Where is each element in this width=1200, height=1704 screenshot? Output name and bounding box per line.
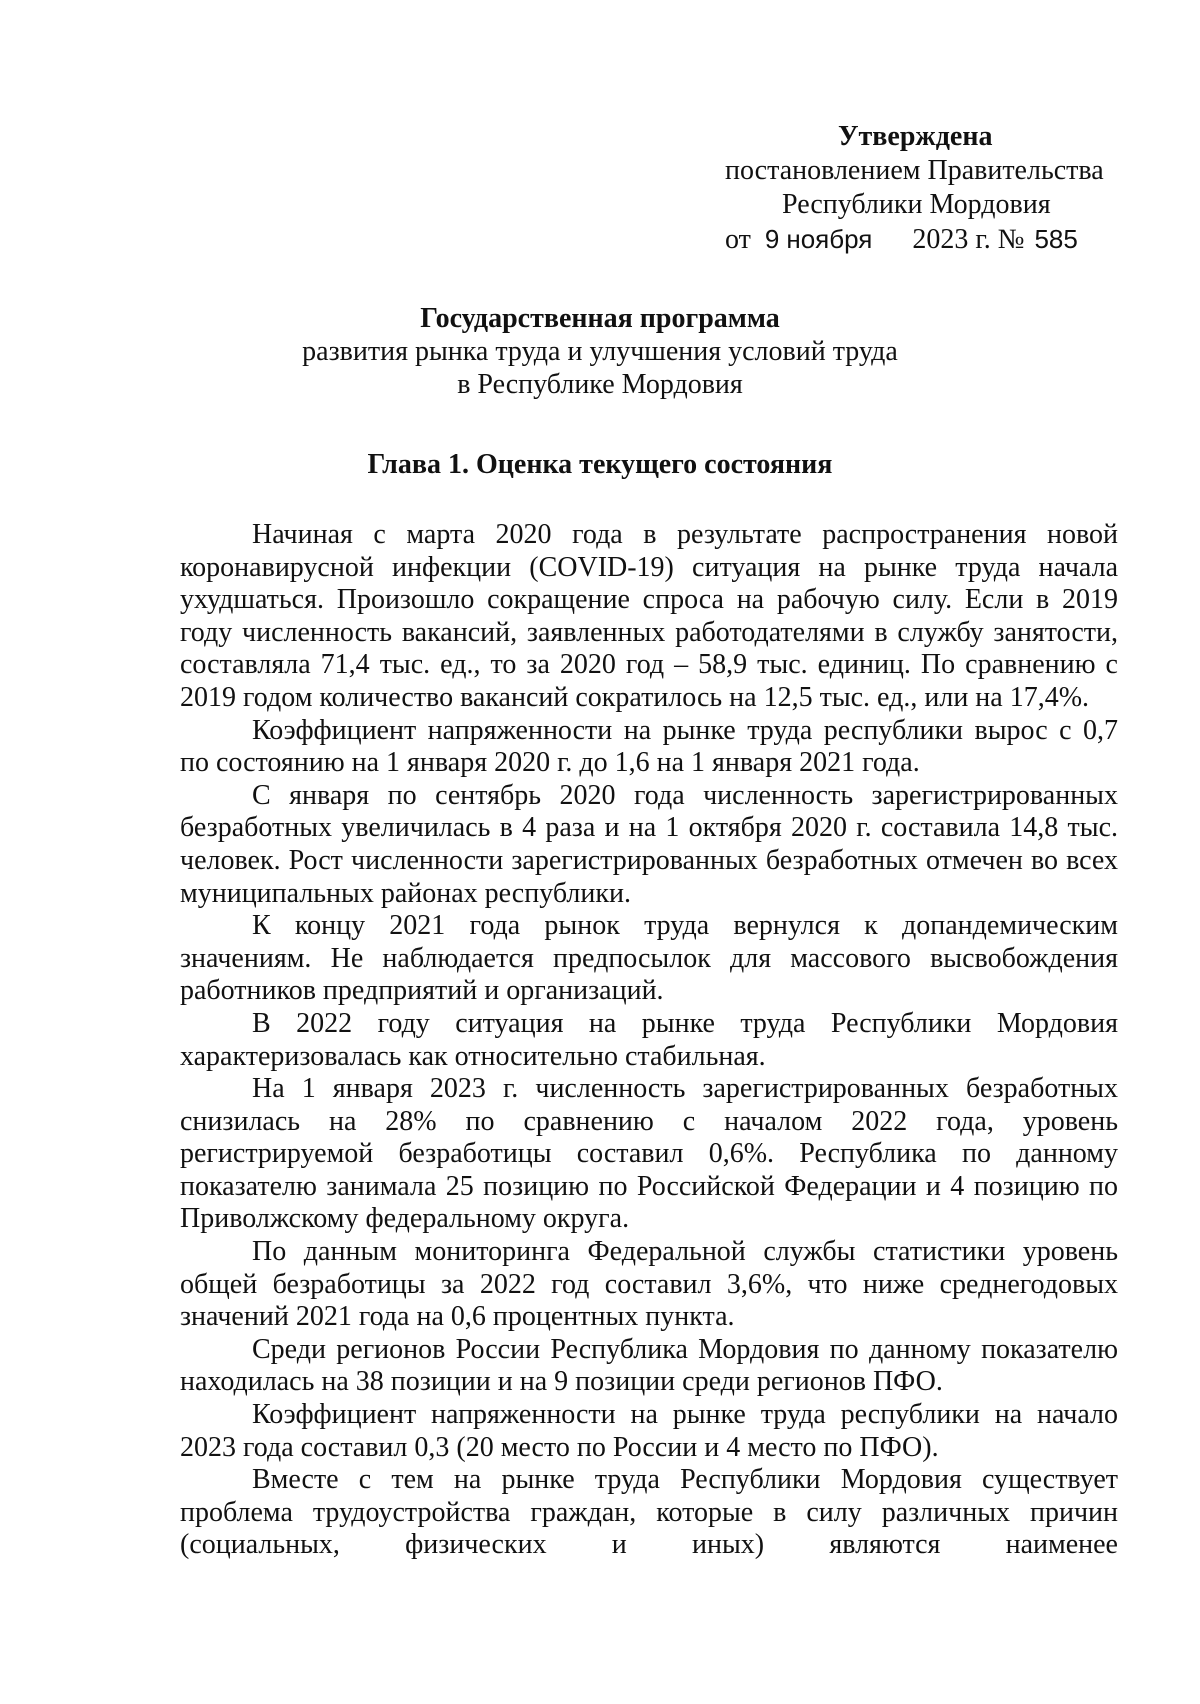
approval-title: Утверждена [838,121,993,152]
paragraph-1: Начиная с марта 2020 года в результате распространения новой коронавирусной инфекции (COVID-19) ситуация на рынке труда начала ухудшаться. Произошло сокращение спроса на рабочую силу. Если в 2019 году численность вакансий, заявленных работодателями в службу занятости, составляла 71,4 тыс. ед., то за 2020 год – 58,9 тыс. единиц. По сравнению с 2019 годом количество вакансий сократилось на 12,5 тыс. ед., или на 17,4%. [180,519,1118,713]
chapter-heading: Глава 1. Оценка текущего состояния [367,449,833,480]
paragraph-8: Среди регионов России Республика Мордовия по данному показателю находилась на 38 позиции и на 9 позиции среди регионов ПФО. [180,1333,1118,1398]
paragraph-10: Вместе с тем на рынке труда Республики Мордовия существует проблема трудоустройства граждан, которые в силу различных причин (социальных, физических и иных) являются наименее [180,1464,1118,1561]
paragraph-3: С января по сентябрь 2020 года численность зарегистрированных безработных увеличилась в 4 раза и на 1 октября 2020 г. составила 14,8 тыс. человек. Рост численности зарегистрированных безработных отмечен во всех муниципальных районах республики. [180,779,1118,909]
program-subtitle-line2: в Республике Мордовия [457,369,743,400]
body-text [180,519,1118,1562]
paragraph-5: В 2022 году ситуация на рынке труда Республики Мордовия характеризовалась как относительно стабильная. [180,1007,1118,1072]
paragraph-4: К концу 2021 года рынок труда вернулся к допандемическим значениям. Не наблюдается предпосылок для массового высвобождения работников предприятий и организаций. [180,910,1118,1007]
paragraph-2: Коэффициент напряженности на рынке труда республики вырос с 0,7 по состоянию на 1 января 2020 г. до 1,6 на 1 января 2021 года. [180,714,1118,779]
approval-number: 585 [1034,224,1078,254]
approval-date-line [720,222,1120,257]
program-subtitle-line1: развития рынка труда и улучшения условий труда [302,336,898,367]
approval-decree-line: постановлением Правительства [725,155,1104,186]
paragraph-7: По данным мониторинга Федеральной службы статистики уровень общей безработицы за 2022 год составил 3,6%, что ниже среднегодовых значений 2021 года на 0,6 процентных пункта. [180,1236,1118,1333]
paragraph-9: Коэффициент напряженности на рынке труда республики на начало 2023 года составил 0,3 (20 место по России и 4 место по ПФО). [180,1399,1118,1463]
approval-year: 2023 г. № [912,224,1025,255]
approval-date-prefix: от [725,224,751,255]
approval-republic-line: Республики Мордовия [782,189,1051,220]
approval-month: ноября [786,224,873,254]
approval-day: 9 [764,224,780,254]
program-title-block [0,302,1200,401]
program-title: Государственная программа [420,303,780,334]
paragraph-6: На 1 января 2023 г. численность зарегистрированных безработных снизилась на 28% по сравнению с началом 2022 года, уровень регистрируемой безработицы составил 0,6%. Республика по данному показателю занимала 25 позицию по Российской Федерации и 4 позицию по Приволжскому федеральному округа. [180,1073,1118,1235]
approval-block [720,120,1120,257]
